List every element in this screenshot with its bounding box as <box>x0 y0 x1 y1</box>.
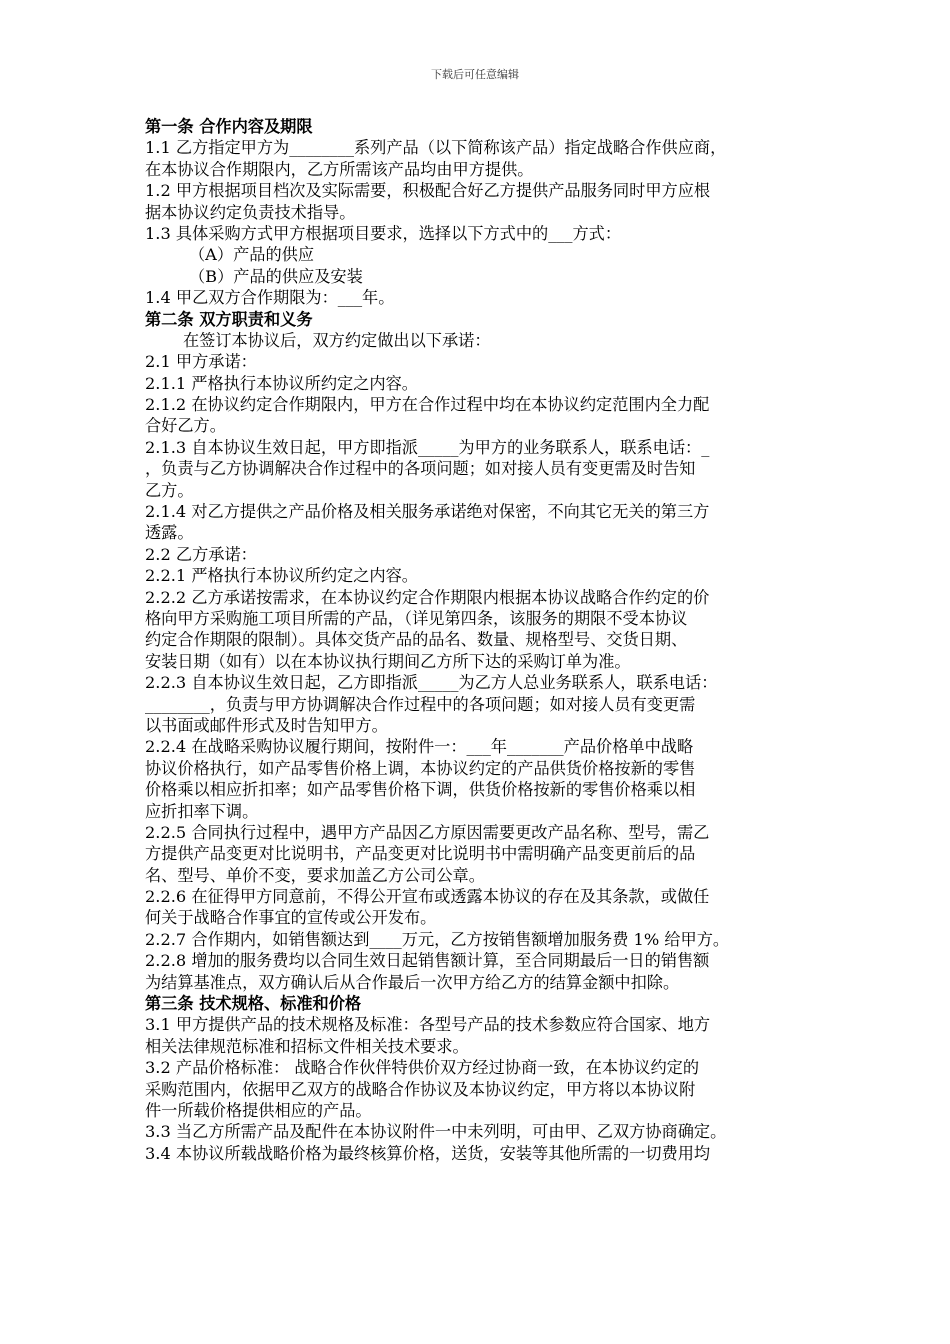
text-line: 据本协议约定负责技术指导。 <box>145 202 356 222</box>
text-line: 在签订本协议后，双方约定做出以下承诺： <box>183 330 491 350</box>
text-line: 2.2.7 合作期内，如销售额达到____万元，乙方按销售额增加服务费 1% 给甲方。 <box>145 929 730 949</box>
text-line: 约定合作期限的限制）。具体交货产品的品名、数量、规格型号、交货日期、 <box>145 630 688 650</box>
text-line: 2.2.5 合同执行过程中，遇甲方产品因乙方原因需要更改产品名称、型号，需乙 <box>145 822 710 842</box>
text-line: 件一所载价格提供相应的产品。 <box>145 1100 372 1120</box>
text-line: 2.2.2 乙方承诺按需求，在本协议约定合作期限内根据本协议战略合作约定的价 <box>145 587 710 607</box>
text-line: 2.2.1 严格执行本协议所约定之内容。 <box>145 566 418 586</box>
text-line: 1.2 甲方根据项目档次及实际需要，积极配合好乙方提供产品服务同时甲方应根 <box>145 181 711 201</box>
text-line: 3.2 产品价格标准： 战略合作伙伴特供价双方经过协商一致，在本协议约定的 <box>145 1058 700 1078</box>
text-line: 透露。 <box>145 523 194 543</box>
text-line: 2.1.1 严格执行本协议所约定之内容。 <box>145 373 418 393</box>
text-line: 1.3 具体采购方式甲方根据项目要求，选择以下方式中的___方式： <box>145 223 622 243</box>
text-line: 3.1 甲方提供产品的技术规格及标准：各型号产品的技术参数应符合国家、地方 <box>145 1015 711 1035</box>
text-line: 3.4 本协议所载战略价格为最终核算价格，送货，安装等其他所需的一切费用均 <box>145 1143 711 1163</box>
text-line: 2.1.4 对乙方提供之产品价格及相关服务承诺绝对保密，不向其它无关的第三方 <box>145 502 710 522</box>
text-line: 2.1.3 自本协议生效日起，甲方即指派_____为甲方的业务联系人，联系电话：_ <box>145 437 710 457</box>
text-line: 3.3 当乙方所需产品及配件在本协议附件一中未列明，可由甲、乙双方协商确定。 <box>145 1122 727 1142</box>
text-line: 价格乘以相应折扣率；如产品零售价格下调，供货价格按新的零售价格乘以相 <box>145 780 696 800</box>
page-header: 下载后可任意编辑 <box>431 68 519 81</box>
text-line: ________，负责与甲方协调解决合作过程中的各项问题；如对接人员有变更需 <box>145 694 696 714</box>
text-line: 为结算基准点，双方确认后从合作最后一次甲方给乙方的结算金额中扣除。 <box>145 972 680 992</box>
text-line: 1.4 甲乙双方合作期限为：___年。 <box>145 288 395 308</box>
section-heading: 第三条 技术规格、标准和价格 <box>145 994 362 1014</box>
text-line: 2.2.6 在征得甲方同意前，不得公开宣布或透露本协议的存在及其条款，或做任 <box>145 887 710 907</box>
text-line: 采购范围内，依据甲乙双方的战略合作协议及本协议约定，甲方将以本协议附 <box>145 1079 696 1099</box>
text-line: 格向甲方采购施工项目所需的产品，（详见第四条，该服务的期限不受本协议 <box>145 608 688 628</box>
text-line: 协议价格执行，如产品零售价格上调，本协议约定的产品供货价格按新的零售 <box>145 758 696 778</box>
text-line: 合好乙方。 <box>145 416 226 436</box>
text-line: 相关法律规范标准和招标文件相关技术要求。 <box>145 1036 469 1056</box>
document-body <box>145 116 817 1164</box>
section-heading: 第二条 双方职责和义务 <box>145 309 313 329</box>
text-line: 2.1 甲方承诺： <box>145 352 257 372</box>
text-line: 2.1.2 在协议约定合作期限内，甲方在合作过程中均在本协议约定范围内全力配 <box>145 395 710 415</box>
text-line: 乙方。 <box>145 480 194 500</box>
text-line: 安装日期（如有）以在本协议执行期间乙方所下达的采购订单为准。 <box>145 651 631 671</box>
text-line: 名、型号、单价不变，要求加盖乙方公司公章。 <box>145 865 485 885</box>
text-line: 方提供产品变更对比说明书，产品变更对比说明书中需明确产品变更前后的品 <box>145 844 696 864</box>
text-line: 何关于战略合作事宜的宣传或公开发布。 <box>145 908 437 928</box>
text-line: （A）产品的供应 <box>189 245 315 265</box>
text-line: 应折扣率下调。 <box>145 801 259 821</box>
section-heading: 第一条 合作内容及期限 <box>145 117 313 136</box>
text-line: 2.2 乙方承诺： <box>145 544 257 564</box>
text-line: 在本协议合作期限内，乙方所需该产品均由甲方提供。 <box>145 159 534 179</box>
text-line: 以书面或邮件形式及时告知甲方。 <box>145 715 388 735</box>
text-line: 2.2.4 在战略采购协议履行期间，按附件一：___年_______产品价格单中战略 <box>145 737 694 757</box>
text-line: （B）产品的供应及安装 <box>189 266 363 286</box>
text-line: ，负责与乙方协调解决合作过程中的各项问题；如对接人员有变更需及时告知 <box>145 459 696 479</box>
text-line: 1.1 乙方指定甲方为________系列产品（以下简称该产品）指定战略合作供应商， <box>145 138 727 158</box>
text-line: 2.2.8 增加的服务费均以合同生效日起销售额计算，至合同期最后一日的销售额 <box>145 951 710 971</box>
text-line: 2.2.3 自本协议生效日起，乙方即指派_____为乙方人总业务联系人，联系电话： <box>145 673 718 693</box>
